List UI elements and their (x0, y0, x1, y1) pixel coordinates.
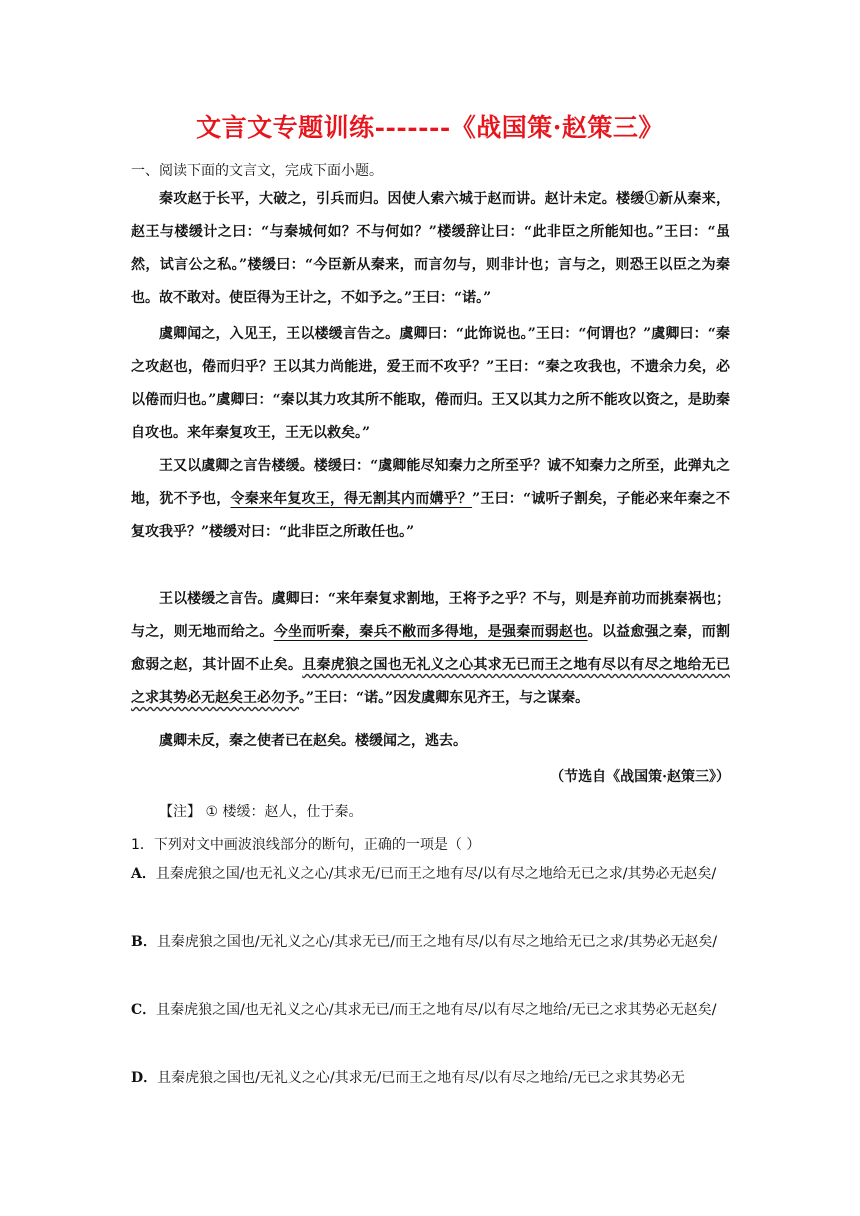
option-text: 且秦虎狼之国也/无礼义之心/其求无/已而王之地有尽/以有尽之地给/无已之求其势必无 (157, 1070, 685, 1086)
passage-text: 。”王曰：“诺。”因发虞卿东见齐王，与之谋秦。 (299, 690, 590, 706)
source-citation: （节选自《战国策·赵策三》） (550, 769, 730, 785)
option-c (131, 993, 730, 1027)
passage-paragraph-2: 虞卿闻之，入见王，王以楼缓言告之。虞卿曰：“此饰说也。”王曰：“何谓也？”虞卿曰：“秦之攻赵也，倦而归乎？王以其力尚能进，爱王而不攻乎？”王曰：“秦之攻我也，不遗余力矣，必以倦而归也。”虞卿曰：“秦以其力攻其所不能取，倦而归。王又以其力之所不能攻以资之，是助秦自攻也。来年秦复攻王，王无以救矣。” (131, 326, 730, 441)
underlined-sentence-1: 令秦来年复攻王，得无割其内而媾乎？ (230, 491, 473, 507)
section-heading: 一、阅读下面的文言文，完成下面小题。 (131, 163, 383, 179)
passage-text: 。以益愈强之秦，而割愈弱之赵，其计固不止矣。 (131, 624, 731, 673)
passage-paragraph-1: 秦攻赵于长平，大破之，引兵而归。因使人索六城于赵而讲。赵计未定。楼缓①新从秦来，赵王与楼缓计之曰：“与秦城何如？不与何如？”楼缓辞让曰：“此非臣之所能知也。”王曰：“虽然，试言公之私。”楼缓曰：“今臣新从秦来，而言勿与，则非计也；言与之，则恐王以臣之为秦也。故不敢对。使臣得为王计之，不如予之。”王曰：“诺。” (131, 191, 730, 306)
option-letter: D． (131, 1070, 158, 1086)
page-title: 文言文专题训练-------《战国策·赵策三》 (196, 113, 664, 142)
option-a (131, 857, 730, 891)
passage-paragraph-4 (131, 583, 730, 715)
passage-text: 王以楼缓之言告。虞卿曰：“来年秦复求割地，王将予之乎？不与，则是弃前功而挑秦祸也；与之，则无地而给之。 (131, 591, 730, 640)
passage-text: ”王曰：“诚听子割矣，子能必来年秦之不复攻我乎？”楼缓对曰：“此非臣之所敢任也。” (131, 491, 731, 540)
passage-paragraph-5: 虞卿未反，秦之使者已在赵矣。楼缓闻之，逃去。 (159, 733, 467, 749)
question-stem: 1．下列对文中画波浪线部分的断句，正确的一项是（ ） (131, 837, 481, 853)
option-letter: C． (131, 1002, 157, 1018)
footnote: 【注】 ① 楼缓：赵人，仕于秦。 (159, 804, 363, 820)
passage-text: 王又以虞卿之言告楼缓。楼缓曰：“虞卿能尽知秦力之所至乎？诚不知秦力之所至，此弹丸之地，犹不予也， (131, 458, 730, 507)
option-letter: B． (131, 934, 157, 950)
option-text: 且秦虎狼之国也/无礼义之心/其求无已/而王之地有尽/以有尽之地给无已之求/其势必无赵矣/ (156, 934, 718, 950)
underlined-sentence-2: 今坐而听秦，秦兵不敝而多得地，是强秦而弱赵也 (273, 624, 588, 640)
option-d (131, 1061, 730, 1095)
option-letter: A． (131, 866, 156, 882)
passage-paragraph-3 (131, 450, 730, 549)
option-text: 且秦虎狼之国/也无礼义之心/其求无已/而王之地有尽/以有尽之地给/无已之求其势必无赵矣/ (156, 1002, 717, 1018)
option-text: 且秦虎狼之国/也无礼义之心/其求无/已而王之地有尽/以有尽之地给无已之求/其势必无赵矣/ (155, 866, 717, 882)
option-b (131, 925, 730, 959)
wavy-underlined-passage: 且秦虎狼之国也无礼义之心其求无已而王之地有尽以有尽之地给无已之求其势必无赵矣王必勿予 (131, 657, 730, 706)
